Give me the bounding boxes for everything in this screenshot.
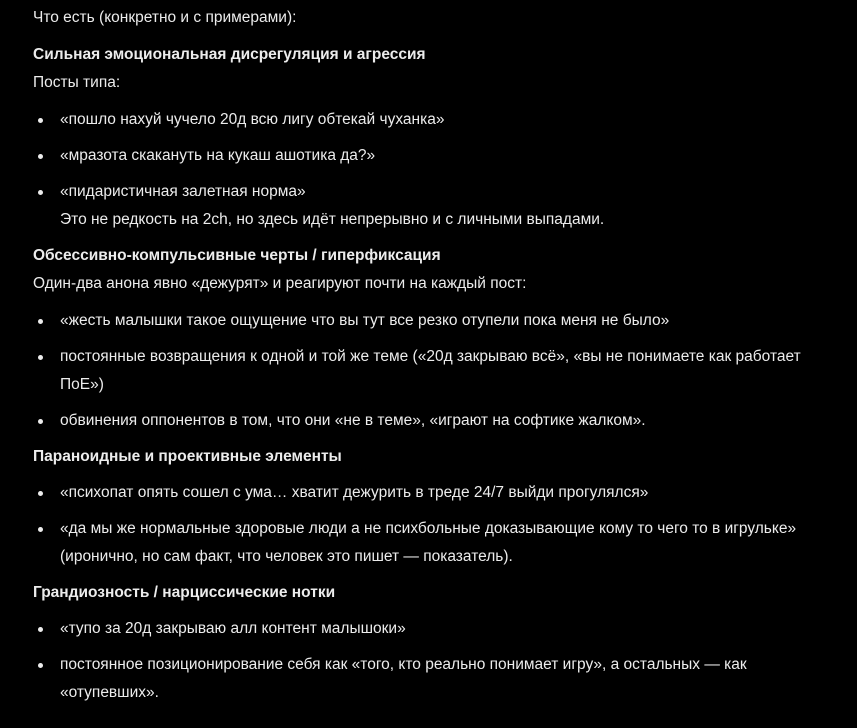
bullet-list: [33, 307, 833, 435]
list-item-text: «пидаристичная залетная норма»: [60, 183, 306, 200]
list-item: [33, 307, 833, 335]
bullet-icon: [38, 190, 43, 195]
list-item-text: «да мы же нормальные здоровые люди а не психбольные доказывающие кому то чего то в игрульке» (иронично, но сам факт, что человек это пишет — показатель).: [60, 520, 797, 565]
bullet-icon: [38, 319, 43, 324]
list-item-text: «пошло нахуй чучело 20д всю лигу обтекай чуханка»: [60, 111, 445, 128]
bullet-icon: [38, 118, 43, 123]
list-item-text: «тупо за 20д закрываю алл контент малышоки»: [60, 620, 406, 637]
bullet-icon: [38, 527, 43, 532]
bullet-icon: [38, 491, 43, 496]
list-item: [33, 407, 833, 435]
list-item-text: постоянное позиционирование себя как «того, кто реально понимает игру», а остальных — как «отупевших».: [60, 656, 747, 701]
section-heading: Параноидные и проективные элементы: [33, 448, 342, 465]
section-heading: Сильная эмоциональная дисрегуляция и агрессия: [33, 46, 426, 63]
section-emotional-dysregulation: [33, 41, 833, 234]
bullet-icon: [38, 355, 43, 360]
section-paranoid-projective: [33, 443, 833, 571]
list-item-text: постоянные возвращения к одной и той же теме («20д закрываю всё», «вы не понимаете как работает ПоЕ»): [60, 348, 801, 393]
bullet-icon: [38, 154, 43, 159]
bullet-list: [33, 106, 833, 234]
section-lead: Один-два анона явно «дежурят» и реагируют почти на каждый пост:: [33, 275, 527, 292]
bullet-list: [33, 615, 833, 707]
bullet-icon: [38, 627, 43, 632]
list-item: [33, 343, 833, 399]
list-item: [33, 515, 833, 571]
section-obsessive-compulsive: [33, 242, 833, 435]
list-item: [33, 178, 833, 234]
list-item-text: «психопат опять сошел с ума… хватит дежурить в треде 24/7 выйди прогулялся»: [60, 484, 649, 501]
section-heading: Обсессивно-компульсивные черты / гиперфиксация: [33, 247, 441, 264]
list-item: [33, 651, 833, 707]
bullet-icon: [38, 419, 43, 424]
list-item: [33, 615, 833, 643]
list-item-text: «жесть малышки такое ощущение что вы тут все резко отупели пока меня не было»: [60, 312, 670, 329]
list-item-text: обвинения оппонентов в том, что они «не в теме», «играют на софтике жалком».: [60, 412, 646, 429]
list-item: [33, 106, 833, 134]
list-item: [33, 479, 833, 507]
bullet-icon: [38, 663, 43, 668]
section-grandiosity: [33, 579, 833, 707]
section-heading: Грандиозность / нарциссические нотки: [33, 584, 336, 601]
list-item-note: Это не редкость на 2ch, но здесь идёт непрерывно и с личными выпадами.: [60, 211, 605, 228]
bullet-list: [33, 479, 833, 571]
list-item-text: «мразота скакануть на кукаш ашотика да?»: [60, 147, 376, 164]
intro-text: Что есть (конкретно и с примерами):: [33, 9, 297, 26]
list-item: [33, 142, 833, 170]
section-lead: Посты типа:: [33, 74, 121, 91]
